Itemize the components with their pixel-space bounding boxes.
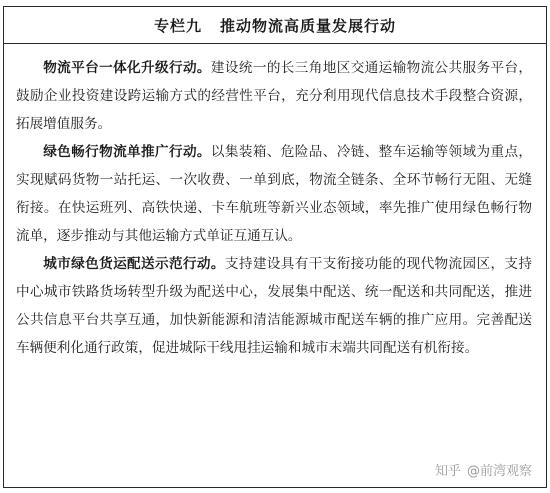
paragraph-green-waybill (16, 138, 532, 250)
column-title: 推动物流高质量发展行动 (220, 16, 397, 35)
column-box (3, 6, 547, 488)
paragraph-lead: 物流平台一体化升级行动。 (43, 60, 211, 76)
zhihu-watermark (435, 460, 532, 479)
watermark-site: 知乎 (434, 464, 461, 479)
paragraph-body: 支持建设具有干支衔接功能的现代物流园区，支持中心城市铁路货场转型升级为配送中心，发展集中配送、统一配送和共同配送，推进公共信息平台共享互通，加快新能源和清洁能源城市配送车辆的推广应用。完善配送车辆便利化通行政策，促进城际干线甩挂运输和城市末端共同配送有机衔接。 (16, 256, 533, 356)
column-label: 专栏九 (153, 16, 202, 35)
paragraph-body: 以集装箱、危险品、冷链、整车运输等领域为重点，实现赋码货物一站托运、一次收费、一单到底，物流全链条、全环节畅行无阻、无缝衔接。在快运班列、高铁快递、卡车航班等新兴业态领域，率先推广使用绿色畅行物流单，逐步推动与其他运输方式单证互通互认。 (16, 144, 533, 244)
column-content (4, 44, 546, 362)
column-title-row (4, 7, 546, 44)
paragraph-body: 建设统一的长三角地区交通运输物流公共服务平台，鼓励企业投资建设跨运输方式的经营性平台，充分利用现代信息技术手段整合资源，拓展增值服务。 (16, 60, 533, 132)
paragraph-urban-delivery (16, 250, 532, 362)
paragraph-logistics-platform (16, 54, 532, 138)
paragraph-lead: 绿色畅行物流单推广行动。 (43, 144, 211, 160)
watermark-author: @前湾观察 (466, 464, 532, 479)
paragraph-lead: 城市绿色货运配送示范行动。 (43, 256, 225, 272)
